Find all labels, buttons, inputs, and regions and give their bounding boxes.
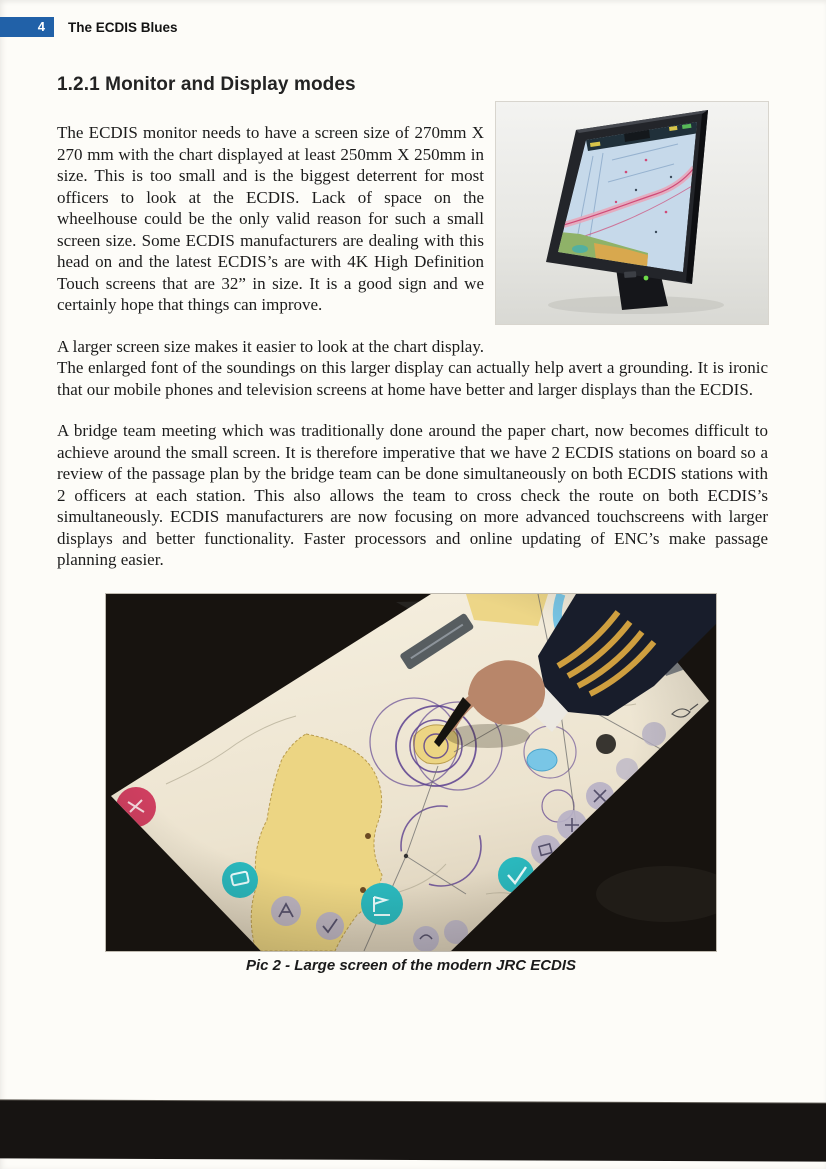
ecdis-monitor-photo	[496, 102, 768, 324]
body-paragraph-2: A larger screen size makes it easier to look at the chart display. The enlarged font of the soundings on this larger display can actually help avert a grounding. It is ironic that our mobile phones and television screens at home have better and larger displays than the ECDIS.	[57, 336, 768, 399]
monitor-illustration	[496, 102, 768, 324]
book-title: The ECDIS Blues	[68, 19, 178, 35]
page-header	[0, 0, 826, 38]
section-heading: 1.2.1 Monitor and Display modes	[57, 74, 356, 95]
page-number-badge: 4	[0, 17, 54, 37]
power-led	[644, 276, 649, 281]
page-content	[57, 74, 768, 974]
touch-table-illustration	[106, 594, 716, 951]
scan-artifact-band	[0, 1100, 826, 1161]
figure-caption: Pic 2 - Large screen of the modern JRC ECDIS	[245, 956, 577, 974]
body-paragraph-3: A bridge team meeting which was traditionally done around the paper chart, now becomes difficult to achieve around the small screen. It is therefore imperative that we have 2 ECDIS stations on board so a review of the passage plan by the bridge team can be done simultaneously on both ECDIS stations with 2 officers at each station. This also allows the team to cross check the route on both ECDIS’s simultaneously. ECDIS manufacturers are now focusing on more advanced touchscreens with larger displays and better functionality. Faster processors and online updating of ENC’s make passage planning easier.	[57, 421, 768, 569]
figure-touch-table	[105, 593, 717, 974]
body-paragraph-1: The ECDIS monitor needs to have a screen size of 270mm X 270 mm with the chart displayed at least 250mm X 250mm in size. This is too small and is the biggest deterrent for most officers to look at the ECDIS. Lack of space on the wheelhouse could be the only valid reason for such a small screen size. Some ECDIS manufacturers are dealing with this head on and the latest ECDIS’s are with 4K High Definition Touch screens that are 32” in size. It is a good sign and we certainly hope that things can improve.	[57, 123, 484, 314]
ecdis-touch-table-photo	[105, 593, 717, 952]
